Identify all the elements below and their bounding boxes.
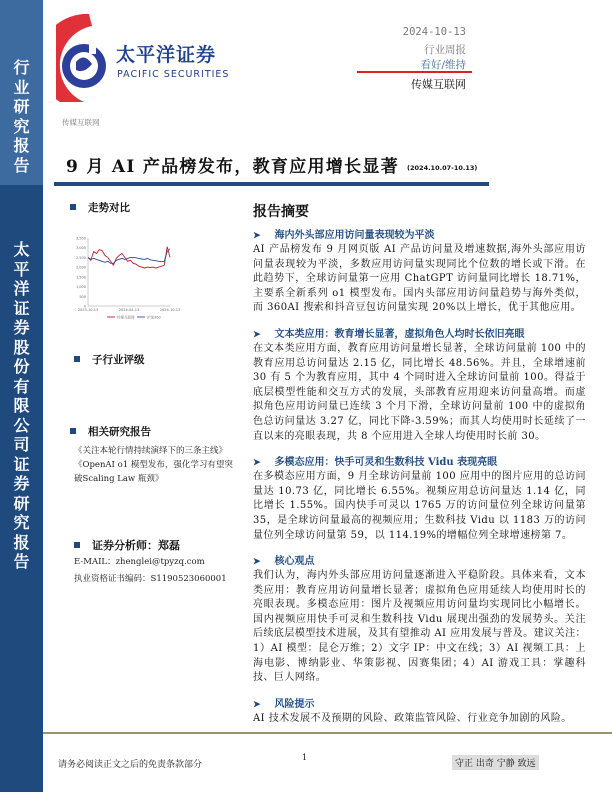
legend-label: 沪深300 <box>147 315 161 320</box>
y-tick-label: 0 <box>83 304 86 309</box>
analyst-license: 执业资格证书编码：S1190523060001 <box>74 574 227 584</box>
related-report[interactable]: 《关注本轮行情持续演绎下的三条主线》 <box>74 446 228 456</box>
x-tick-label: 2024-04-13 <box>118 308 140 312</box>
title-rule <box>54 182 489 186</box>
page-title <box>66 152 477 177</box>
arrow-bullet-icon: ➤ <box>253 231 261 241</box>
y-tick-label: 1,000 <box>75 285 86 290</box>
section-heading: ➤ 多模态应用：快手可灵和生数科技 Vidu 表现亮眼 <box>253 457 498 469</box>
related-report[interactable]: 《OpenAI o1 模型发布，强化学习有望突破Scaling Law 瓶颈》 <box>74 460 233 484</box>
series-line-0 <box>88 247 170 268</box>
section-heading: ➤ 文本类应用：教育增长显著，虚拟角色人均时长依旧亮眼 <box>253 328 525 340</box>
trend-heading: 走势对比 <box>70 200 130 215</box>
arrow-bullet-icon: ➤ <box>253 557 261 568</box>
arrow-bullet-icon: ➤ <box>253 458 261 469</box>
brand-name-en: PACIFIC SECURITIES <box>117 69 230 80</box>
title-period: (2024.10.07-10.13) <box>407 164 478 172</box>
summary-heading: 报告摘要 <box>253 204 309 220</box>
rating: 看好/维持 <box>420 59 466 71</box>
report-date: 2024-10-13 <box>402 26 466 38</box>
brand-name-cn: 太平洋证券 <box>116 44 217 66</box>
section-body: 我们认为，海内外头部应用访问量逐渐进入平稳阶段。具体来看，文本类应用：教育应用访问量增长显著；虚拟角色应用延续人均使用时长的亮眼表现。多模态应用：图片及视频应用访问量均实现同比小幅增长。国内视频应用快手可灵和生数科技 Vidu 展现出强劲的发展势头。关注后续底层模型技术进展，及其有望推动 AI 应用发展与普及。建议关注：1）AI 模型：昆仑万维；2）文字 IP：中文在线；3）AI 视频工具：上海电影、博纳影业、华策影视、因赛集团；4）AI 游戏工具：掌趣科技、巨人网络。 <box>253 570 586 684</box>
y-tick-label: 2,000 <box>75 265 86 270</box>
arrow-bullet-icon: ➤ <box>253 329 261 340</box>
y-tick-label: 1,500 <box>75 275 86 280</box>
related-reports <box>74 444 240 486</box>
section-body: 在多模态应用方面，9 月全球访问量前 100 应用中的图片应用的总访问量达 10.73 亿，同比增长 6.55%。视频应用总访问量达 1.14 亿，同比增长 1.55%。国内快手可灵以 1765 万的访问量位列全球访问量第 35，是全球访问量最高的视频应用；生数科技 Vidu 以 1183 万的访问量位列全球访问量第 59，以 114.19%的增幅位列全球增速榜第 7。 <box>253 471 586 541</box>
section-heading: ➤ 风险提示 <box>253 698 315 710</box>
y-tick-label: 500 <box>79 294 86 299</box>
footer-disclaimer: 请务必阅读正文之后的免责条款部分 <box>58 760 203 770</box>
analyst-heading: 证券分析师：郑磊 <box>74 537 180 553</box>
x-tick-label: 2023-10-13 <box>77 308 99 312</box>
sidebar-company-label: 太平洋证券股份有限公司证券研究报告 <box>13 240 30 571</box>
footer-motto: 守正 出奇 宁静 致远 <box>452 755 539 770</box>
sector-label: 传媒互联网 <box>411 78 466 91</box>
section-body: 在文本类应用方面，教育应用访问量增长显著，全球访问量前 100 中的教育应用总访问量达 2.15 亿，同比增长 48.56%。并且，全球增速前 30 有 5 个为教育应用，其中 4 个同时进入全球访问量前 100。得益于底层模型性能和交互方式的发展，头部教育应用迎来访问量高增。而虚拟角色应用访问量已连续 3 个月下滑，全球访问量前 100 中的虚拟角色总访问量达 3.27 亿，同比下降-3.59%；而其人均使用时长延续了一直以来的亮眼表现，共 8 个应用进入全球人均使用时长前 30。 <box>253 342 586 442</box>
related-heading: 相关研究报告 <box>70 424 151 439</box>
y-tick-label: 2,500 <box>75 255 86 260</box>
sub-rating-heading: 子行业评级 <box>74 352 145 367</box>
legend-label: 传媒互联网 <box>117 315 135 320</box>
y-tick-label: 3,000 <box>75 246 86 251</box>
sidebar-report-label: 行业研究报告 <box>13 58 30 175</box>
section-body: AI 产品榜发布 9 月网页版 AI 产品访问量及增速数据,海外头部应用访问量表现较为平淡，多数应用访问量实现同比个位数的增长或下滑。在此趋势下，全球访问量第一应用 ChatGPT 访问量同比增长 18.71%，主要系全新系列 o1 模型发布。国内头部应用访问量趋势与海外类似，而 360AI 搜索和抖音豆包访问量实现 20%以上增长，优于其他应用。 <box>253 244 586 314</box>
footer-rule <box>43 732 612 734</box>
y-tick-label: 3,500 <box>75 236 86 241</box>
analyst-email[interactable]: E-MAIL：zhenglei@tpyzq.com <box>74 557 205 567</box>
report-type: 行业周报 <box>424 44 466 56</box>
section-heading: ➤ 核心观点 <box>253 556 315 568</box>
title-main: 9 月 AI 产品榜发布，教育应用增长显著 <box>66 157 400 177</box>
breadcrumb: 传媒互联网 <box>62 118 100 127</box>
arrow-bullet-icon: ➤ <box>253 699 261 710</box>
report-summary <box>253 201 586 738</box>
section-body: AI 技术发展不及预期的风险、政策监管风险、行业竞争加剧的风险。 <box>253 712 572 724</box>
trend-chart <box>62 230 192 330</box>
page-number: 1 <box>302 753 308 762</box>
section-heading: ➤ 海内外头部应用访问量表现较为平淡 <box>253 230 435 241</box>
x-tick-label: 2024-10-13 <box>159 308 181 312</box>
header-divider <box>357 71 472 73</box>
